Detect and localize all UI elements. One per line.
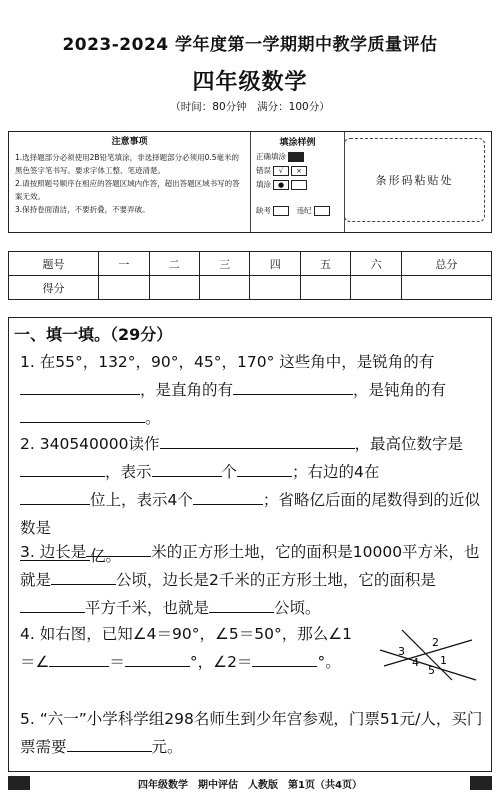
question-text: 元。 <box>151 738 183 756</box>
notice-item-2: 2.请按照题号顺序在相应的答题区域内作答，超出答题区域书写的答案无效。 <box>15 179 240 201</box>
score-cell[interactable] <box>200 276 250 300</box>
answer-blank[interactable] <box>20 486 90 505</box>
angle-label: 3 <box>398 645 405 658</box>
question-text: ；右边的4在 <box>292 463 380 481</box>
question-text: 公顷，边长是2千米的正方形土地，它的面积是 <box>116 571 436 589</box>
score-cell[interactable] <box>401 276 491 300</box>
absent-label: 缺考 <box>256 206 271 215</box>
barcode-area <box>344 138 485 222</box>
answer-blank[interactable] <box>233 376 353 395</box>
question-text: 平方千米，也就是 <box>85 599 210 617</box>
wrong-fill-label: 错误 <box>256 166 271 175</box>
fill-label: 填涂 <box>256 180 271 189</box>
score-cell[interactable] <box>149 276 199 300</box>
score-cell[interactable] <box>351 276 401 300</box>
footer-marker <box>470 776 492 790</box>
answer-blank[interactable] <box>193 486 263 505</box>
question-1 <box>20 348 486 432</box>
notice-item-1: 1.选择题部分必须使用2B铅笔填涂，非选择题部分必须用0.5毫米的黑色签字笔书写。要求字体工整、笔迹清楚。 <box>15 153 239 175</box>
answer-blank[interactable] <box>160 430 355 449</box>
score-cell[interactable] <box>250 276 300 300</box>
violation-box[interactable] <box>314 206 330 216</box>
question-text: 个 <box>221 463 238 481</box>
score-cell[interactable] <box>300 276 350 300</box>
question-text: ，表示 <box>105 463 152 481</box>
question-text: 边长是 <box>39 543 87 561</box>
notice-heading: 注意事项 <box>111 137 148 147</box>
question-text: “六一”小学科学组298名师生到少年宫参观，门票51元/人，买门票需要 <box>20 710 483 756</box>
score-header-cell: 四 <box>250 252 300 276</box>
answer-blank[interactable] <box>209 594 274 613</box>
question-number: 1. <box>20 353 35 371</box>
time-info: （时间：80分钟 满分：100分） <box>170 101 330 113</box>
answer-blank[interactable] <box>67 733 152 752</box>
correct-fill-mark <box>288 152 304 162</box>
angle-label: 2 <box>432 636 439 649</box>
answer-blank[interactable] <box>152 458 222 477</box>
question-text: 如右图，已知∠4＝90°，∠5＝50°，那么∠1＝∠ <box>20 625 352 671</box>
answer-blank[interactable] <box>20 376 140 395</box>
check-mark-icon: √ <box>273 166 289 176</box>
answer-blank[interactable] <box>125 648 190 667</box>
question-text: °，∠2＝ <box>189 653 253 671</box>
page-footer <box>0 776 500 791</box>
question-text: ，是钝角的有 <box>353 381 447 399</box>
cross-mark-icon: × <box>291 166 307 176</box>
score-row-label: 得分 <box>9 276 99 300</box>
score-cell[interactable] <box>99 276 149 300</box>
question-number: 4. <box>20 625 35 643</box>
question-text: 。 <box>145 409 161 427</box>
question-text: °。 <box>317 653 341 671</box>
question-text: 340540000读作 <box>39 435 160 453</box>
question-text: 在55°，132°，90°，45°，170° 这些角中，是锐角的有 <box>39 353 435 371</box>
dot-mark-icon: ● <box>273 180 289 190</box>
score-header-cell: 二 <box>149 252 199 276</box>
question-number: 3. <box>20 543 35 561</box>
question-number: 2. <box>20 435 35 453</box>
blank-mark-icon <box>291 180 307 190</box>
correct-fill-label: 正确填涂 <box>256 152 286 161</box>
score-table <box>8 251 492 300</box>
question-text: ＝ <box>109 653 125 671</box>
answer-blank[interactable] <box>20 458 105 477</box>
question-text: 位上，表示4个 <box>90 491 193 509</box>
question-text: 米的正方形土地，它的面积是10000平方米，也就是 <box>20 543 480 589</box>
question-text: 公顷。 <box>274 599 321 617</box>
answer-blank[interactable] <box>237 458 292 477</box>
answer-blank[interactable] <box>51 566 116 585</box>
absent-box[interactable] <box>273 206 289 216</box>
angle-figure <box>372 628 482 690</box>
score-row <box>9 276 492 300</box>
score-header-cell: 题号 <box>9 252 99 276</box>
answer-blank[interactable] <box>49 648 109 667</box>
answer-blank[interactable] <box>20 594 85 613</box>
score-header-cell: 三 <box>200 252 250 276</box>
exam-subject: 四年级数学 <box>192 70 308 95</box>
question-5 <box>20 705 486 761</box>
notice-box <box>8 131 492 233</box>
score-header-row <box>9 252 492 276</box>
angle-label: 1 <box>440 654 447 667</box>
footer-text: 四年级数学 期中评估 人教版 第1页（共4页） <box>138 780 362 791</box>
footer-marker <box>8 776 30 790</box>
notice-item-3: 3.保持卷面清洁，不要折叠，不要弄破。 <box>15 205 150 214</box>
question-text: ，最高位数字是 <box>354 435 464 453</box>
angle-label: 4 <box>412 656 419 669</box>
barcode-label: 条形码粘贴处 <box>375 174 454 187</box>
answer-blank[interactable] <box>252 648 317 667</box>
section-title: 一、填一填。（29分） <box>14 325 173 344</box>
fill-example-heading: 填涂样例 <box>279 138 316 148</box>
score-header-cell: 五 <box>300 252 350 276</box>
score-header-cell: 六 <box>351 252 401 276</box>
question-4 <box>20 620 360 676</box>
exam-title: 2023-2024 学年度第一学期期中教学质量评估 <box>62 35 438 55</box>
notice-column <box>9 132 251 232</box>
answer-blank[interactable] <box>20 404 145 423</box>
violation-label: 违纪 <box>296 206 312 215</box>
score-header-cell: 总分 <box>401 252 491 276</box>
fill-example <box>251 132 345 232</box>
question-text: ，是直角的有 <box>140 381 234 399</box>
question-3 <box>20 538 486 622</box>
question-text: 亿。 <box>90 547 122 565</box>
question-number: 5. <box>20 710 35 728</box>
score-header-cell: 一 <box>99 252 149 276</box>
angle-label: 5 <box>428 664 435 677</box>
question-text: ；省略亿后面的尾数得到的近似数是 <box>20 491 480 537</box>
answer-blank[interactable] <box>86 538 151 557</box>
